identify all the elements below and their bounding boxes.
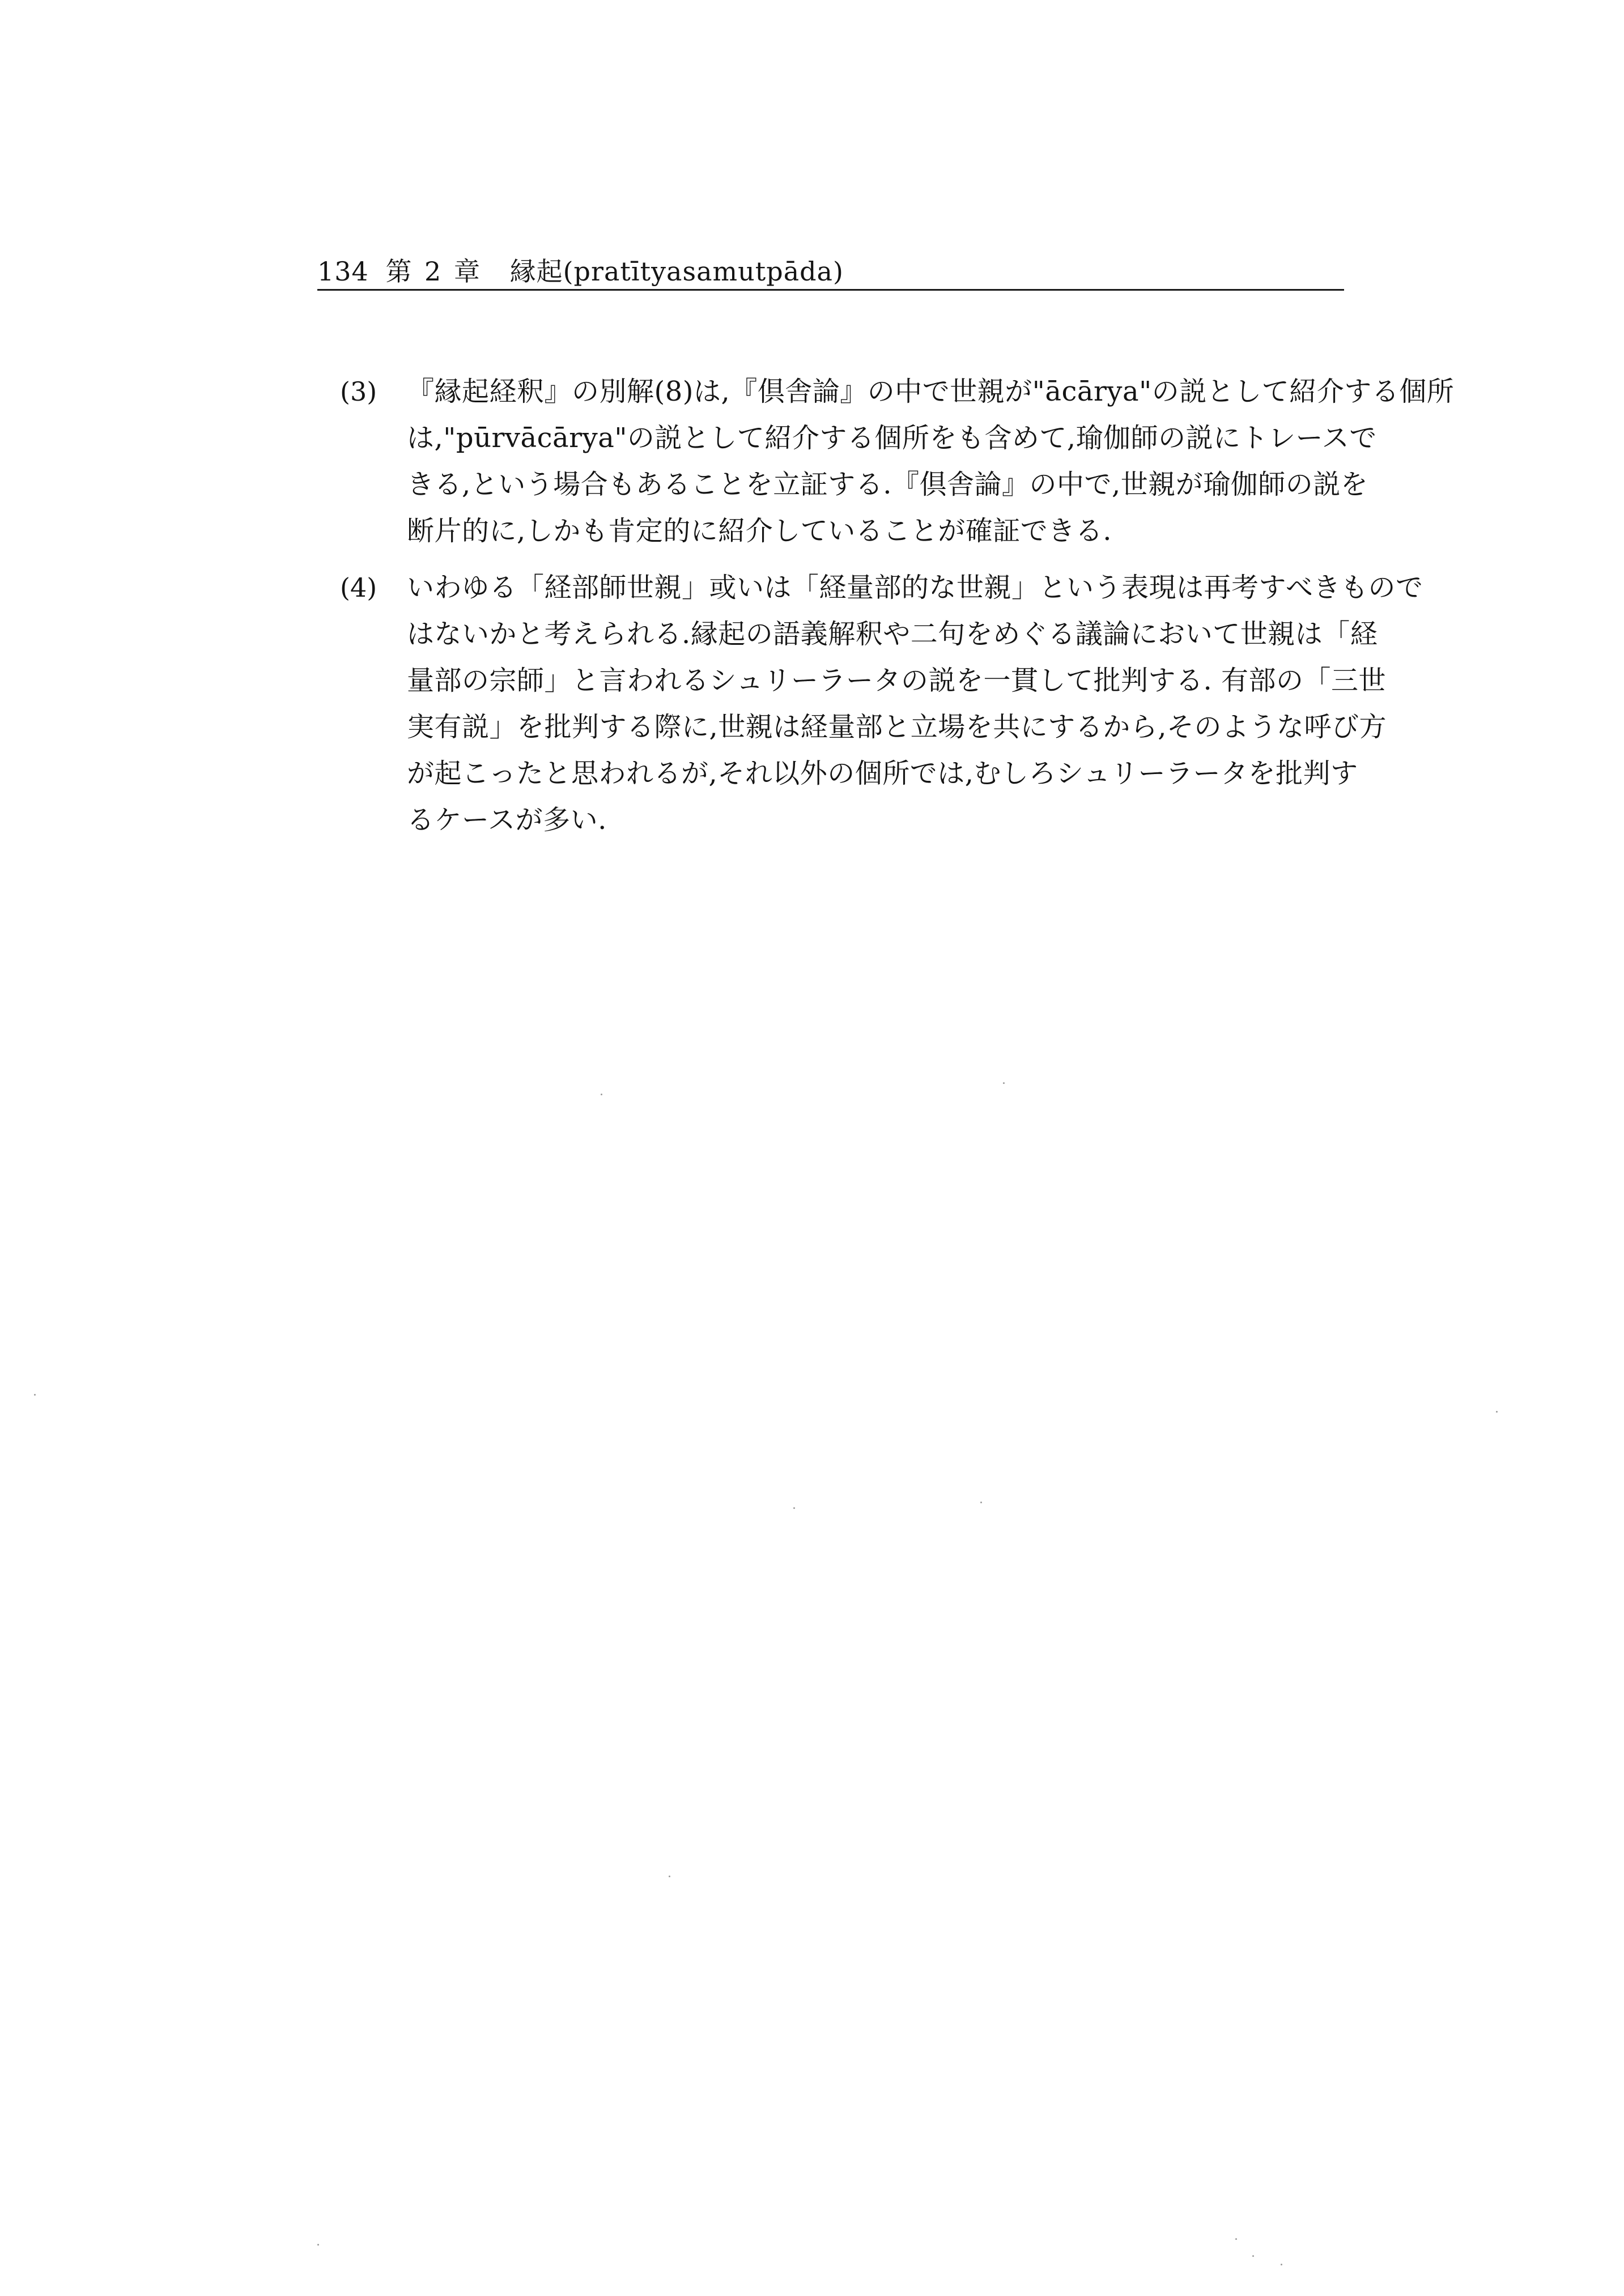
scan-speck: [601, 1094, 602, 1095]
text-line: いわゆる「経部師世親」或いは「経量部的な世親」という表現は再考すべきもので: [407, 572, 1423, 603]
running-header: [317, 253, 1344, 291]
scan-speck: [317, 2244, 319, 2246]
chapter-label: 第 2 章: [385, 256, 481, 287]
scan-speck: [34, 1394, 36, 1396]
text-line: はないかと考えられる.縁起の語義解釈や二句をめぐる議論において世親は「経: [407, 618, 1378, 650]
text-line: 実有説」を批判する際に,世親は経量部と立場を共にするから,そのような呼び方: [407, 711, 1387, 743]
scan-speck: [1281, 2264, 1282, 2265]
scan-speck: [1235, 2238, 1237, 2240]
text-line: るケースが多い.: [407, 804, 607, 836]
scan-speck: [1496, 1411, 1498, 1413]
scan-speck: [669, 1876, 670, 1877]
text-line: が起こったと思われるが,それ以外の個所では,むしろシュリーラータを批判す: [407, 758, 1358, 789]
scan-speck: [793, 1507, 795, 1509]
text-line: 断片的に,しかも肯定的に紹介していることが確証できる.: [407, 515, 1112, 547]
text-line: 『縁起経釈』の別解(8)は,『倶舎論』の中で世親が"ācārya"の説として紹介する個所: [407, 376, 1455, 407]
scan-speck: [1252, 2255, 1254, 2257]
scan-speck: [1003, 1082, 1005, 1084]
chapter-title: 縁起(pratītyasamutpāda): [509, 256, 844, 287]
page-number: 134: [317, 256, 369, 287]
header-text: [317, 256, 844, 287]
list-item: [340, 564, 1423, 843]
body-text: [340, 368, 1455, 853]
item-number: (3): [340, 376, 377, 407]
scan-speck: [980, 1502, 982, 1503]
text-line: 量部の宗師」と言われるシュリーラータの説を一貫して批判する. 有部の「三世: [407, 665, 1387, 696]
text-line: は,"pūrvācārya"の説として紹介する個所をも含めて,瑜伽師の説にトレースで: [407, 422, 1377, 454]
list-item: [340, 368, 1455, 554]
item-number: (4): [340, 572, 377, 603]
text-line: きる,という場合もあることを立証する.『倶舎論』の中で,世親が瑜伽師の説を: [407, 469, 1368, 500]
